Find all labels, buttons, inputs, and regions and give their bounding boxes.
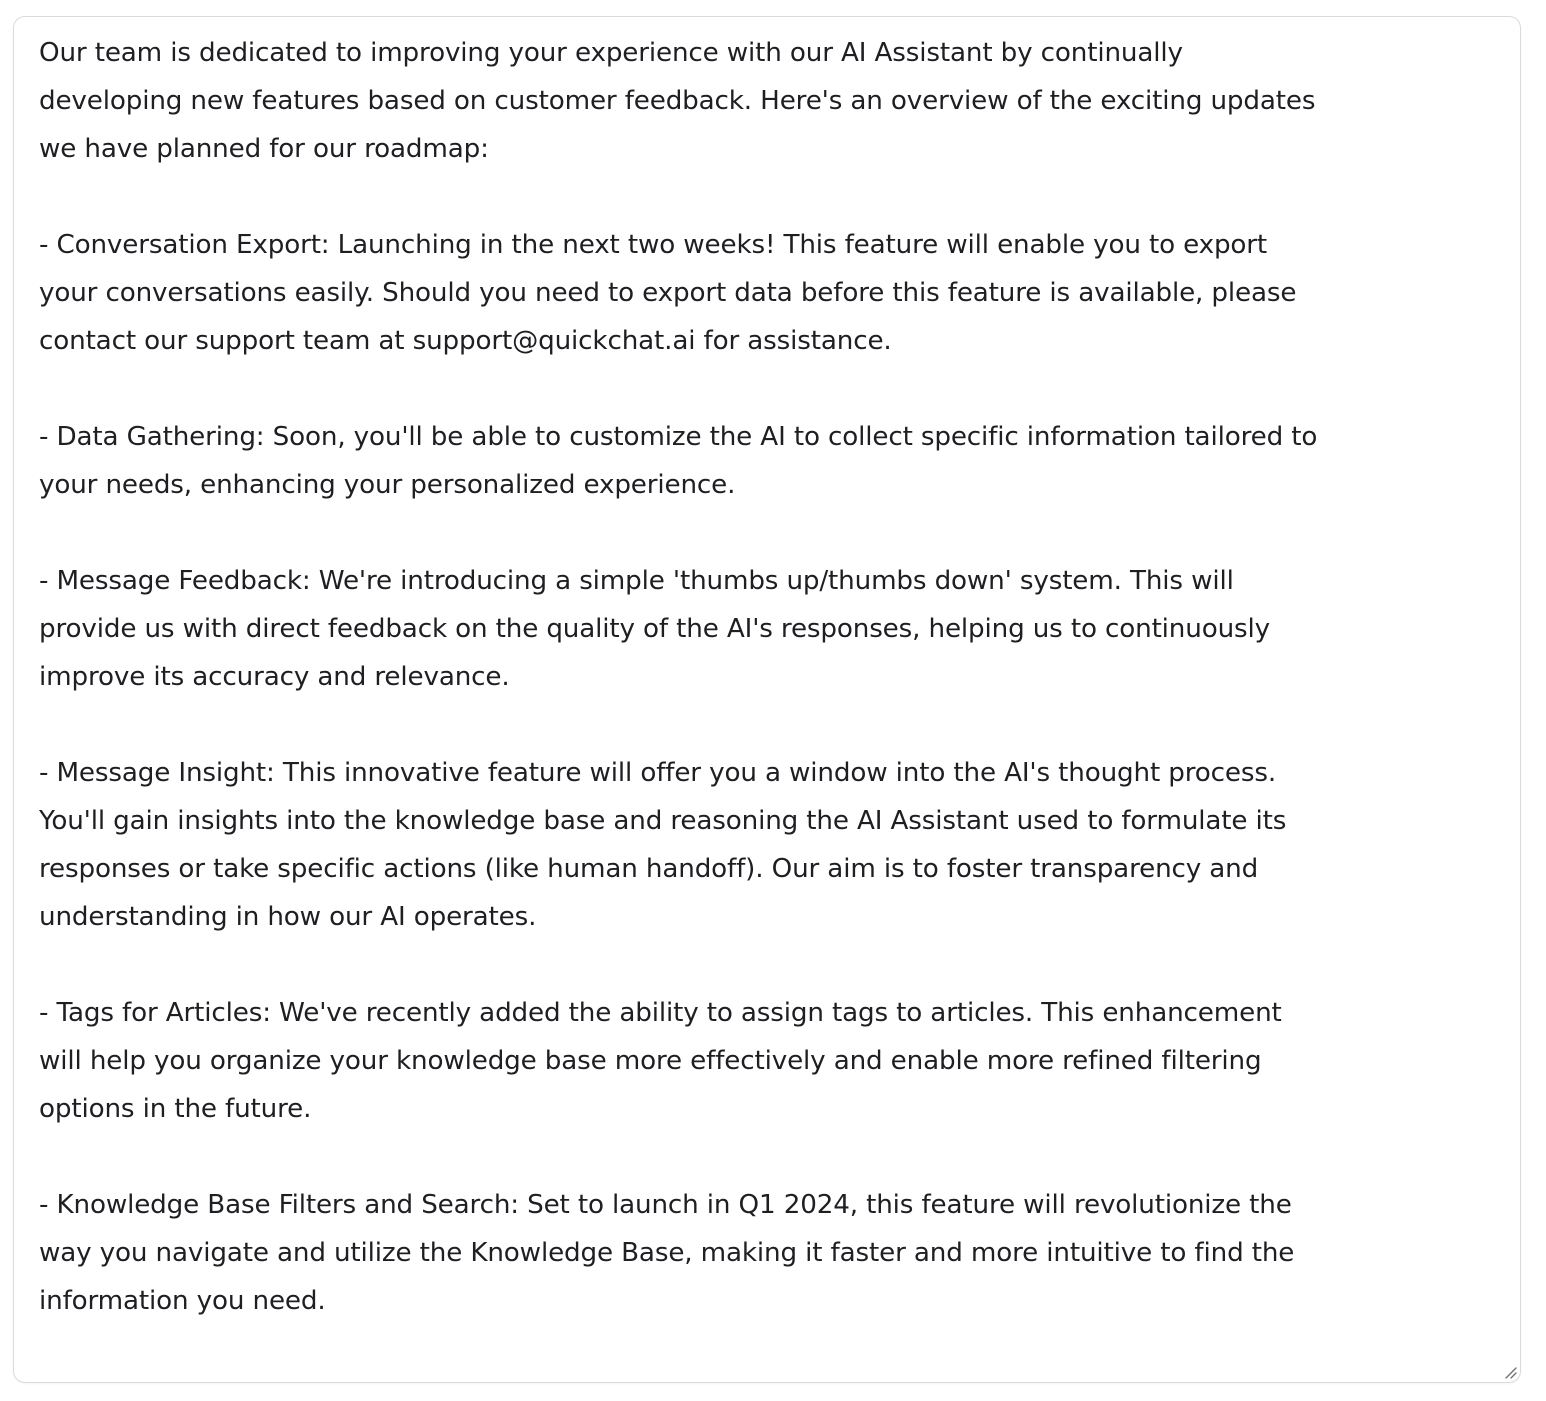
roadmap-textarea[interactable] [13,16,1521,1383]
text-line: You'll gain insights into the knowledge base and reasoning the AI Assistant used to formulate its [39,806,1287,836]
paragraph-conversation-export [39,221,1500,365]
text-line: we have planned for our roadmap: [39,134,489,164]
text-line: understanding in how our AI operates. [39,902,537,932]
text-line: options in the future. [39,1094,312,1124]
paragraph-tags-for-articles [39,989,1500,1133]
text-line: - Conversation Export: Launching in the next two weeks! This feature will enable you to export [39,230,1268,260]
blank-line [39,701,1500,749]
blank-line [39,365,1500,413]
text-line: - Message Insight: This innovative feature will offer you a window into the AI's thought process. [39,758,1276,788]
paragraph-data-gathering [39,413,1500,509]
text-line: - Data Gathering: Soon, you'll be able to customize the AI to collect specific information tailored to [39,422,1318,452]
blank-line [39,1133,1500,1181]
text-line: your conversations easily. Should you need to export data before this feature is available, please [39,278,1297,308]
text-line: - Knowledge Base Filters and Search: Set to launch in Q1 2024, this feature will revolutionize the [39,1190,1292,1220]
blank-line [39,509,1500,557]
text-line: way you navigate and utilize the Knowledge Base, making it faster and more intuitive to find the [39,1238,1295,1268]
blank-line [39,941,1500,989]
text-line: - Tags for Articles: We've recently added the ability to assign tags to articles. This enhancement [39,998,1282,1028]
blank-line [39,173,1500,221]
paragraph-message-feedback [39,557,1500,701]
paragraph-message-insight [39,749,1500,941]
text-line: provide us with direct feedback on the quality of the AI's responses, helping us to continuously [39,614,1270,644]
paragraph-intro [39,29,1500,173]
text-line: responses or take specific actions (like human handoff). Our aim is to foster transparency and [39,854,1259,884]
text-line: - Message Feedback: We're introducing a simple 'thumbs up/thumbs down' system. This will [39,566,1234,596]
text-line: Our team is dedicated to improving your experience with our AI Assistant by continually [39,38,1183,68]
text-line: developing new features based on customer feedback. Here's an overview of the exciting updates [39,86,1316,116]
text-line: will help you organize your knowledge base more effectively and enable more refined filtering [39,1046,1262,1076]
text-line: improve its accuracy and relevance. [39,662,510,692]
textarea-content[interactable] [39,29,1500,1325]
text-line: your needs, enhancing your personalized experience. [39,470,736,500]
paragraph-knowledge-base-filters [39,1181,1500,1325]
text-line: information you need. [39,1286,326,1316]
resize-grip-icon[interactable] [1502,1364,1518,1380]
resize-grip-svg [1502,1364,1518,1380]
text-line: contact our support team at support@quickchat.ai for assistance. [39,326,892,356]
